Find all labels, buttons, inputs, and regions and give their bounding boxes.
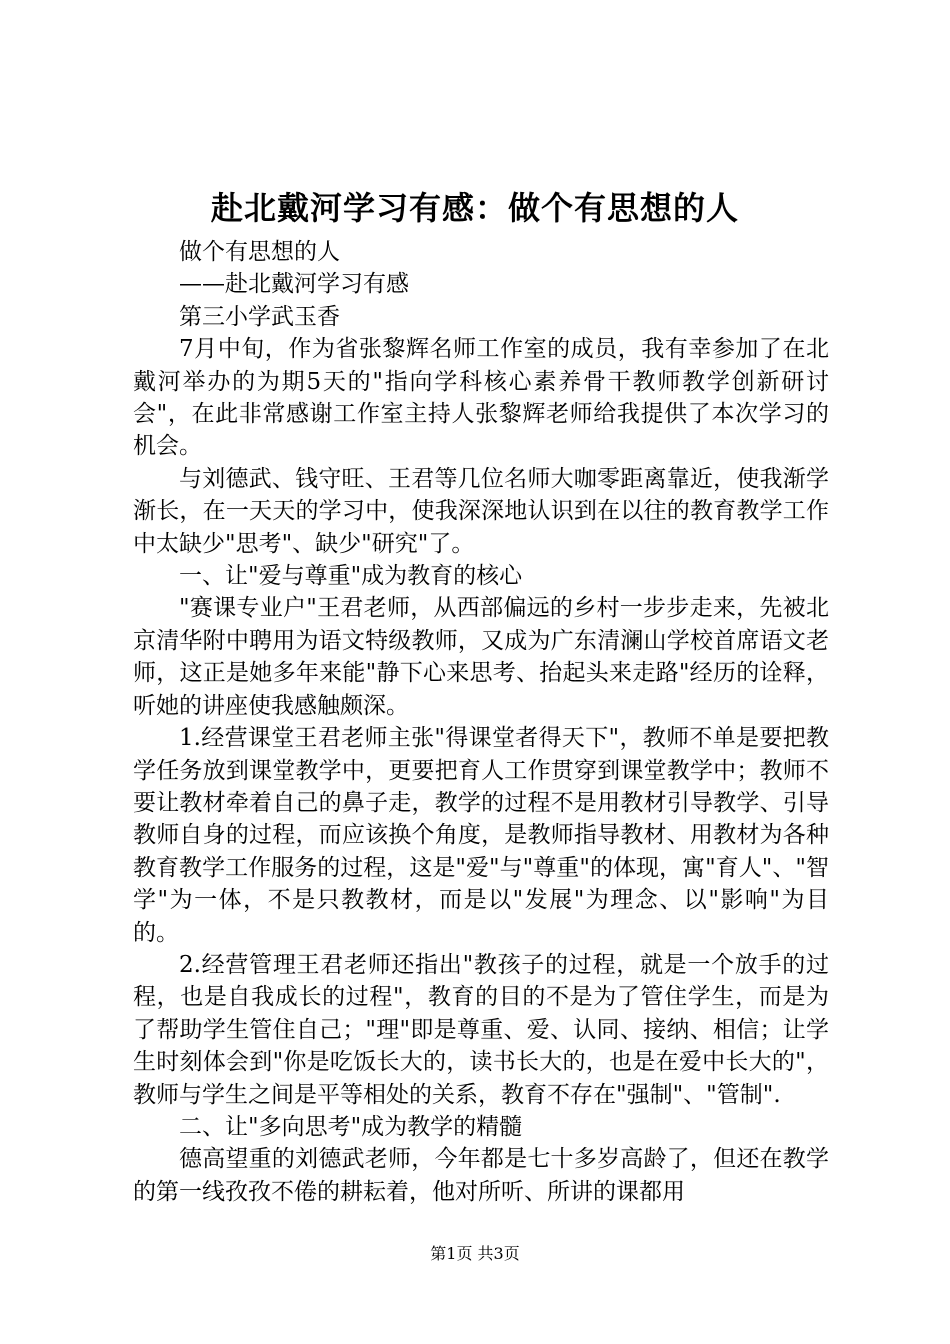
page-footer: 第1页 共3页: [430, 1244, 520, 1263]
author-line: 第三小学武玉香: [179, 303, 340, 330]
section-heading: 一、让"爱与尊重"成为教育的核心: [179, 563, 523, 590]
paragraph: 7月中旬，作为省张黎辉名师工作室的成员，我有幸参加了在北戴河举办的为期5天的"指向学科核心素养骨干教师教学创新研讨会"，在此非常感谢工作室主持人张黎辉老师给我提供了本次学习的机会。: [133, 336, 829, 460]
subtitle-line: ——赴北戴河学习有感: [179, 271, 409, 298]
paragraph: 与刘德武、钱守旺、王君等几位名师大咖零距离靠近，使我渐学渐长，在一天天的学习中，使我深深地认识到在以往的教育教学工作中太缺少"思考"、缺少"研究"了。: [133, 465, 829, 557]
subtitle-line: 做个有思想的人: [179, 239, 340, 265]
document-body: [133, 236, 829, 1208]
paragraph: 2.经营管理王君老师还指出"教孩子的过程，就是一个放手的过程，也是自我成长的过程"，教育的目的不是为了管住学生，而是为了帮助学生管住自己；"理"即是尊重、爱、认同、接纳、相信；让学生时刻体会到"你是吃饭长大的，读书长大的，也是在爱中长大的"，教师与学生之间是平等相处的关系，教育不存在"强制"、"管制".: [133, 951, 829, 1108]
paragraph: 德高望重的刘德武老师，今年都是七十多岁高龄了，但还在教学的第一线孜孜不倦的耕耘着，他对所听、所讲的课都用: [133, 1146, 829, 1205]
paragraph: "赛课专业户"王君老师，从西部偏远的乡村一步步走来，先被北京清华附中聘用为语文特级教师，又成为广东清澜山学校首席语文老师，这正是她多年来能"静下心来思考、抬起头来走路"经历的诠释，听她的讲座使我感触颇深。: [133, 595, 829, 719]
section-heading: 二、让"多向思考"成为教学的精髓: [179, 1113, 523, 1140]
document-title: 赴北戴河学习有感：做个有思想的人: [210, 189, 739, 227]
paragraph: 1.经营课堂王君老师主张"得课堂者得天下"，教师不单是要把教学任务放到课堂教学中，更要把育人工作贯穿到课堂教学中；教师不要让教材牵着自己的鼻子走，教学的过程不是用教材引导教学、引导教师自身的过程，而应该换个角度，是教师指导教材、用教材为各种教育教学工作服务的过程，这是"爱"与"尊重"的体现，寓"育人"、"智学"为一体，不是只教教材，而是以"发展"为理念、以"影响"为目的。: [133, 725, 829, 946]
